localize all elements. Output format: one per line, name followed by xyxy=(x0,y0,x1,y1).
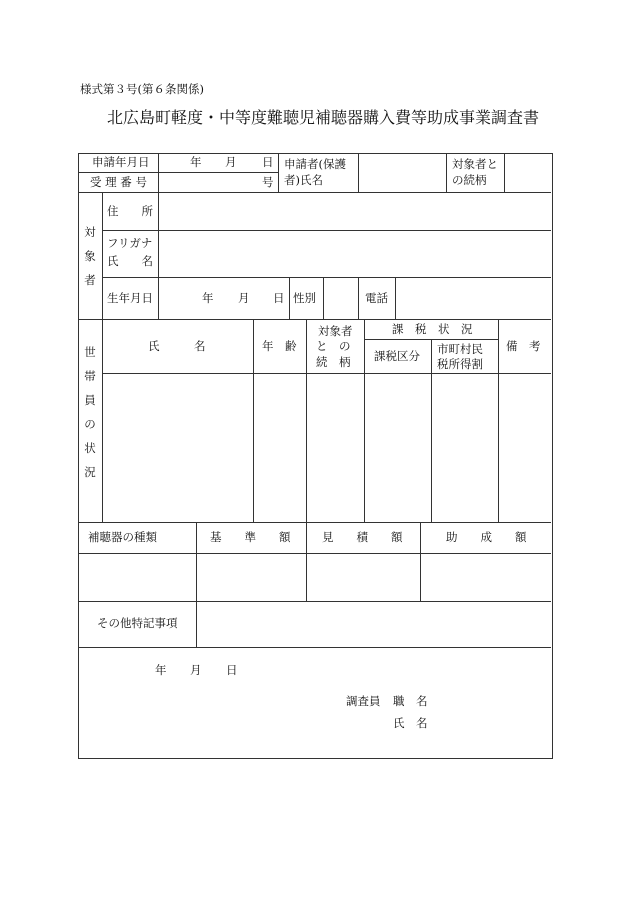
name-label: 氏 名 xyxy=(107,254,153,268)
application-year-label: 年 xyxy=(190,155,202,169)
birth-month-label: 月 xyxy=(238,291,250,305)
phone-label: 電話 xyxy=(365,291,388,305)
applicant-label-2: 者)氏名 xyxy=(284,173,323,187)
address-label: 住 所 xyxy=(107,204,153,218)
tax-status-header: 課 税 状 況 xyxy=(392,322,473,336)
standard-amount-header: 基 準 額 xyxy=(210,530,291,544)
municipal-tax-header-2: 税所得割 xyxy=(437,357,483,371)
footer-year-label: 年 xyxy=(155,663,167,677)
application-date-label: 申請年月日 xyxy=(92,155,150,169)
relation-label-1: 対象者と xyxy=(452,157,498,171)
household-side-label: 世帯員の状況 xyxy=(84,345,96,479)
tax-category-header: 課税区分 xyxy=(374,349,420,363)
subject-side-label: 対象者 xyxy=(84,225,96,287)
relation-label-2: の続柄 xyxy=(452,173,487,187)
birth-year-label: 年 xyxy=(202,291,214,305)
footer-day-label: 日 xyxy=(226,663,238,677)
sex-label: 性別 xyxy=(293,291,316,305)
relation-header-3: 続 柄 xyxy=(316,355,351,369)
estimate-amount-header: 見 積 額 xyxy=(322,530,403,544)
form-number: 様式第３号(第６条関係) xyxy=(80,82,204,96)
footer-month-label: 月 xyxy=(190,663,202,677)
notes-label: その他特記事項 xyxy=(97,616,178,630)
remarks-header: 備 考 xyxy=(506,339,541,353)
aid-type-header: 補聴器の種類 xyxy=(88,530,157,544)
relation-header-1: 対象者 xyxy=(318,324,353,338)
municipal-tax-header-1: 市町村民 xyxy=(437,342,483,356)
birth-day-label: 日 xyxy=(273,291,285,305)
furigana-label: フリガナ xyxy=(107,236,153,250)
age-header: 年 齢 xyxy=(262,339,297,353)
position-label: 職 名 xyxy=(393,694,428,708)
page-title: 北広島町軽度・中等度難聴児補聴器購入費等助成事業調査書 xyxy=(107,108,540,127)
number-suffix: 号 xyxy=(262,175,274,189)
household-name-header: 氏 名 xyxy=(148,339,206,353)
application-day-label: 日 xyxy=(262,155,274,169)
applicant-label-1: 申請者(保護 xyxy=(284,157,346,171)
grant-amount-header: 助 成 額 xyxy=(446,530,527,544)
investigator-name-label: 氏 名 xyxy=(393,716,428,730)
receipt-number-label: 受 理 番 号 xyxy=(90,175,147,189)
relation-header-2: と の xyxy=(316,339,351,353)
application-month-label: 月 xyxy=(225,155,237,169)
birth-date-label: 生年月日 xyxy=(107,291,153,305)
investigator-label: 調査員 xyxy=(346,694,381,708)
